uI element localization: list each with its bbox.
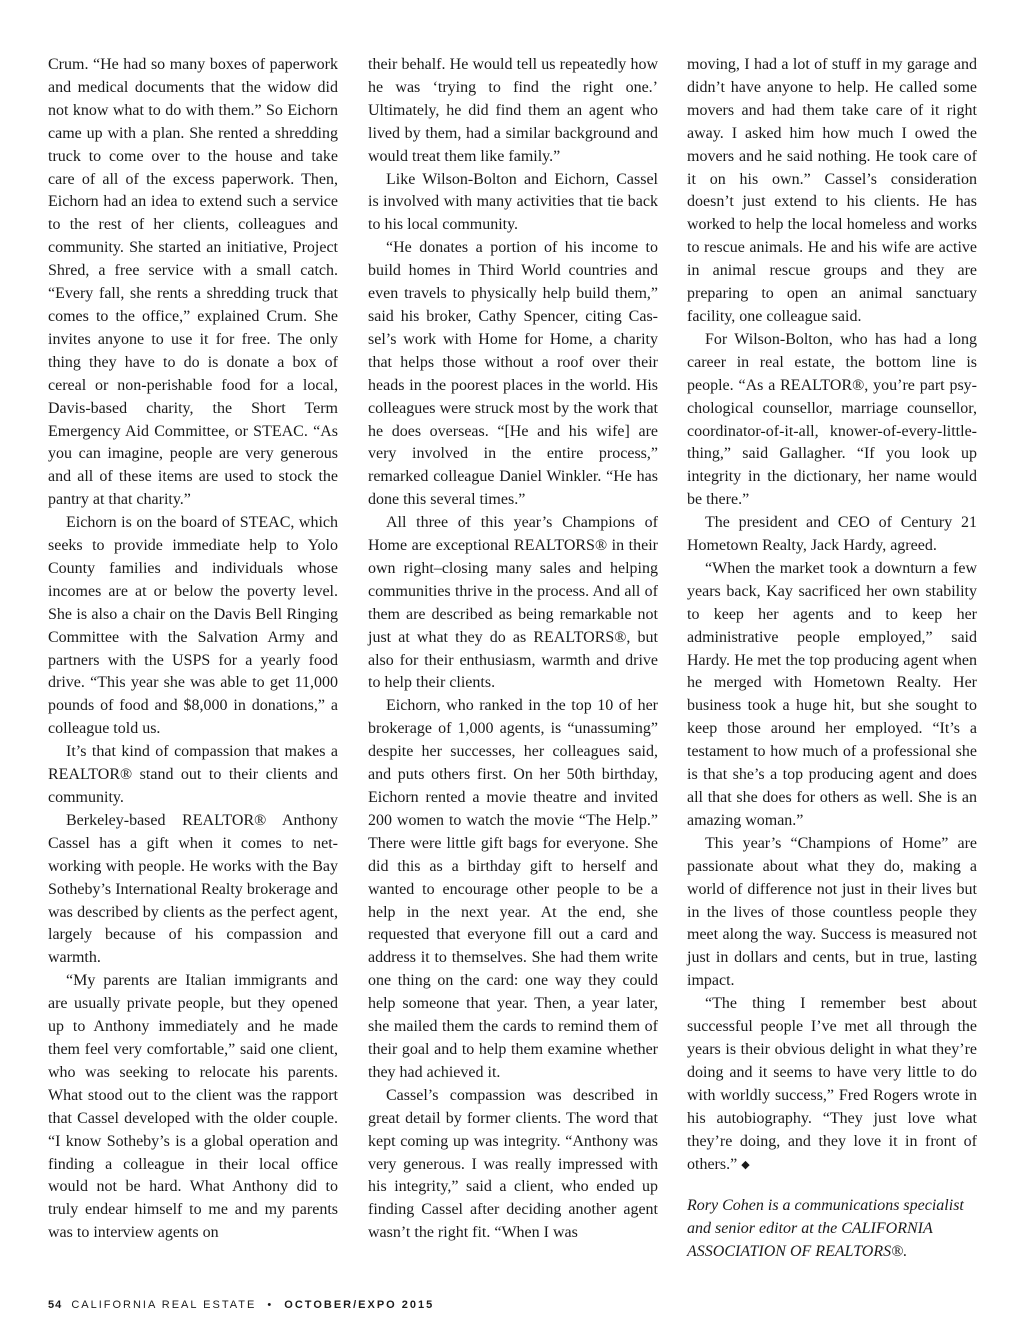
paragraph: Crum. “He had so many boxes of paperwork and medical documents that the widow did not know what to do with them.” So Eichorn came up with a plan. She rented a shredding truck to come over to the house and take care of all of the excess paperwork. Then, Eichorn had an idea to extend such a service to the rest of her clients, colleagues and community. She started an initiative, Project Shred, a free service with a small catch. “Every fall, she rents a shredding truck that comes to the office,” explained Crum. She invites anyone to use it for free. The only thing they have to do is donate a box of cereal or non-perishable food for a local, Davis-based charity, the Short Term Emergency Aid Committee, or STEAC. “As you can imagine, people are very generous and all of these items are used to stock the pantry at that charity.” xyxy=(48,56,338,509)
author-byline: Rory Cohen is a communications specialist and senior editor at the CALIFORNIA ASSOCIATION OF REALTORS®. xyxy=(687,1197,964,1261)
page-footer xyxy=(48,1299,434,1311)
paragraph: Cassel’s compassion was described in great detail by former clients. The word that kept coming up was integrity. “Anthony was very generous. I was really impressed with his integrity,” said a client, who ended up finding Cassel after deciding another agent wasn’t the right fit. “When I was xyxy=(368,1086,658,1242)
paragraph: Like Wilson-Bolton and Eichorn, Cassel is involved with many activities that tie back to his local community. xyxy=(368,170,658,234)
paragraph: their behalf. He would tell us repeatedly how he was ‘trying to find the right one.’ Ultimately, he did find them an agent who lived by them, had a similar background and would treat them like family.” xyxy=(368,56,658,165)
text-column-1 xyxy=(48,54,338,1245)
paragraph: This year’s “Champions of Home” are passionate about what they do, making a world of difference not just in their lives but in the lives of those countless people they meet along the way. Success is measured not just in dollars and cents, but in true, lasting impact. xyxy=(687,834,977,990)
paragraph: All three of this year’s Champions of Home are exceptional REALTORS® in their own right–closing many sales and helping communities thrive in the process. And all of them are described as being remarkable not just at what they do as REALTORS®, but also for their enthusiasm, warmth and drive to help their clients. xyxy=(368,514,658,692)
paragraph: It’s that kind of compassion that makes a REALTOR® stand out to their clients and community. xyxy=(48,743,338,806)
paragraph: The president and CEO of Century 21 Hometown Realty, Jack Hardy, agreed. xyxy=(687,514,977,555)
paragraph: “My parents are Italian immigrants and are usually private people, but they opened up to Anthony immediately and he made them feel very comfortable,” said one client, who was seeking to relocate his parents. What stood out to the client was the rapport that Cassel developed with the older couple. “I know Sotheby’s is a global operation and finding a colleague in their local office would not be hard. What Anthony did to truly endear himself to me and my parents was to interview agents on xyxy=(48,972,338,1242)
end-mark-icon: ◆ xyxy=(741,1158,750,1171)
page-number: 54 xyxy=(48,1299,63,1311)
paragraph: Eichorn is on the board of STEAC, which seeks to provide immediate help to Yolo County families and individuals whose incomes are at or below the poverty level. She is also a chair on the Davis Bell Ringing Committee with the Salvation Army and partners with the USPS for a yearly food drive. “This year she was able to get 11,000 pounds of food and $8,000 in donations,” a colleague told us. xyxy=(48,514,338,738)
paragraph: moving, I had a lot of stuff in my garage and didn’t have anyone to help. He called some movers and had them take care of it right away. I asked him how much I owed the movers and he said nothing. He took care of it on his own.” Cassel’s consideration doesn’t just extend to his clients. He has worked to help the local homeless and works to rescue animals. He and his wife are active in animal rescue groups and they are preparing to open an animal sanctuary facility, one colleague said. xyxy=(687,56,977,325)
paragraph: Berkeley-based REALTOR® Anthony Cassel has a gift when it comes to networking with people. He works with the Bay Sotheby’s International Realty brokerage and was described by clients as the perfect agent, largely because of his compassion and warmth. xyxy=(48,811,338,967)
final-paragraph xyxy=(687,993,977,1176)
publication-name: CALIFORNIA REAL ESTATE xyxy=(71,1299,257,1311)
text-column-3 xyxy=(687,54,977,1263)
paragraph: “When the market took a downturn a few years back, Kay sacrificed her own stability to keep her agents and to keep her administrative people employed,” said Hardy. He met the top producing agent when he merged with Hometown Realty. Her business took a huge hit, but she sought to keep those around her employed. “It’s a testament to how much of a professional she is that she’s a top producing agent and does all that she does for others as well. She is an amazing woman.” xyxy=(687,559,977,829)
paragraph: For Wilson-Bolton, who has had a long career in real estate, the bottom line is people. “As a REALTOR®, you’re part psychological counsellor, marriage counsellor, coordinator-of-it-all, knower-of-every-little-thing,” said Gallagher. “If you look up integrity in the dictionary, her name would be there.” xyxy=(687,330,977,509)
paragraph: Eichorn, who ranked in the top 10 of her brokerage of 1,000 agents, is “unassuming” despite her successes, her colleagues said, and puts others first. On her 50th birthday, Eichorn rented a movie theatre and invited 200 women to watch the movie “The Help.” There were little gift bags for everyone. She did this as a birthday gift to herself and wanted to encourage other people to be a help in the next year. At the end, she requested that everyone fill out a card and address it to themselves. She had them write one thing on the card: one way they could help someone that year. Then, a year later, she mailed them the cards to remind them of their goal and to help them examine whether they had achieved it. xyxy=(368,697,658,1081)
footer-separator: • xyxy=(267,1299,274,1311)
issue-date: OCTOBER/EXPO 2015 xyxy=(284,1299,435,1311)
text-column-2 xyxy=(368,54,658,1245)
paragraph: “He donates a portion of his income to build homes in Third World countries and even travels to physically help build them,” said his broker, Cathy Spencer, citing Cassel’s work with Home for Home, a charity that helps those without a roof over their heads in the poorest places in the world. His colleagues were struck most by the work that he does overseas. “[He and his wife] are very involved in the entire process,” remarked colleague Daniel Winkler. “He has done this several times.” xyxy=(368,239,658,509)
paragraph-text: “The thing I remember best about successful people I’ve met all through the years is their obvious delight in what they’re doing and it seems to have very little to do with worldly success,” Fred Rogers wrote in his autobiography. “They just love what they’re doing, and they love it in front of others.” xyxy=(687,995,977,1173)
